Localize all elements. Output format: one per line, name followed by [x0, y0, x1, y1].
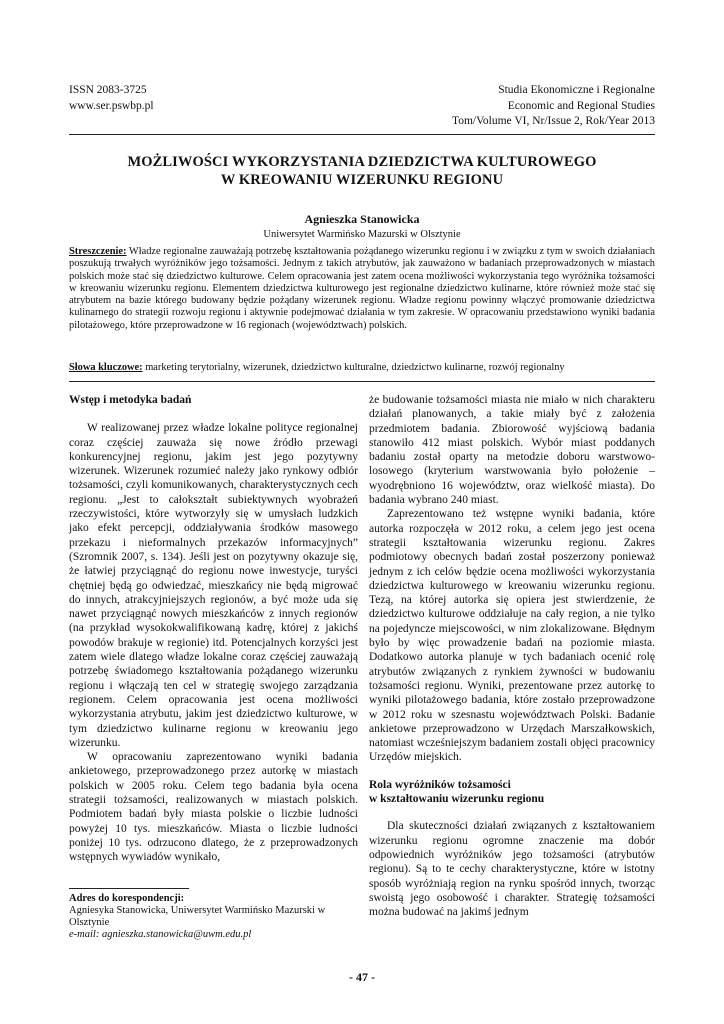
issn: ISSN 2083-3725 [69, 84, 147, 96]
heading-line-1: Rola wyróżników tożsamości [369, 778, 511, 791]
paragraph: W realizowanej przez władze lokalne polityce regionalnej coraz częściej zauważa się nowe źródło przewagi konkurencyjnej regionu, jakim jest jego pozytywny wizerunek. Wizerunek rozumieć należy jako rynkowy odbiór tożsamości, czyli komunikowanych, charakterystycznych cech regionu. „Jest to całokształt subiektywnych wyobrażeń rzeczywistości, które wytworzyły się w umysłach ludzkich jako efekt percepcji, oddziaływania środków masowego przekazu i nieformalnych przekazów informacyjnych” (Szromnik 2007, s. 134). Jeśli jest on pozytywny okazuje się, że łatwiej przyciągnąć do regionu nowe inwestycje, turyści chętniej będą go odwiedzać, mieszkańcy nie będą migrować do innych, atrakcyjniejszych regionów, a być może uda się nawet przyciągnąć nowych mieszkańców z innych regionów (na przykład wysokokwalifikowaną kadrę, której z jakichś powodów brakuje w regionie) itd. Potencjalnych korzyści jest zatem wiele dlatego władze lokalne coraz częściej zauważają potrzebę świadomego kształtowania pożądanego wizerunku regionu i włączają ten cel w strategię swojego zarządzania regionem. Celem opracowania jest ocena możliwości wykorzystania atrybutu, jakim jest dziedzictwo kulturowe, w tym dziedzictwo kulinarne regionu w kreowaniu jego wizerunku. [69, 422, 358, 749]
keywords-text: marketing terytorialny, wizerunek, dziedzictwo kulturalne, dziedzictwo kulinarne, rozwój regionalny [142, 362, 565, 373]
footnote-address: Agniesyka Stanowicka, Uniwersytet Warmińsko Mazurski w Olsztynie [69, 905, 326, 928]
footnote-email[interactable]: e-mail: agnieszka.stanowicka@uwm.edu.pl [69, 929, 252, 940]
title-line-2: W KREOWANIU WIZERUNKU REGIONU [220, 172, 504, 188]
abstract-text: Władze regionalne zauważają potrzebę kształtowania pożądanego wizerunku regionu i w związku z tym w swoich działaniach poszukują trwałych wyróżników jego tożsamości. Jednym z takich atrybutów, jak zauważono w badaniach przeprowadzonych w miastach polskich może stać się dziedzictwo kulturowe. Celem opracowania jest zatem ocena możliwości wykorzystania tego wyróżnika tożsamości w kreowaniu wizerunku regionu. Elementem dziedzictwa kulturowego jest regionalne dziedzictwo kulinarne, które również może stać się atrybutem na bazie którego budowany będzie pożądany wizerunek regionu. Władze regionu powinny włączyć promowanie dziedzictwa kulinarnego do strategii rozwoju regionu i aktywnie podejmować działania w tym zakresie. W opracowaniu przedstawiono wyniki badania pilotażowego, które przeprowadzone w 16 regionach (województwach) polskich. [69, 246, 655, 331]
footnote-label: Adres do korespondencji: [69, 893, 185, 904]
keywords-label: Słowa kluczowe: [69, 362, 143, 373]
paragraph: Dla skuteczności działań związanych z kształtowaniem wizerunku regionu ogromne znaczenie ma dobór odpowiednich wyróżników jego tożsamości (atrybutów regionu). Są to te cechy charakterystyczne, które w istotny sposób wyróżniają region na rynku spośród innych, tworząc swoistą jego osobowość i charakter. Strategię tożsamości można budować na jakimś jednym [369, 820, 655, 919]
volume-info: Tom/Volume VI, Nr/Issue 2, Rok/Year 2013 [451, 115, 655, 127]
author-name: Agnieszka Stanowicka [304, 212, 420, 226]
left-column [69, 393, 358, 865]
section-heading-intro: Wstęp i metodyka badań [69, 394, 192, 406]
title-line-1: MOŻLIWOŚCI WYKORZYSTANIA DZIEDZICTWA KULTUROWEGO [127, 154, 597, 170]
paragraph: Zaprezentowano też wstępne wyniki badania, które autorka rozpoczęła w 2012 roku, a celem jego jest ocena strategii kształtowania wizerunku regionu. Zakres podmiotowy obecnych badań został poszerzony ponieważ jednym z ich celów będzie ocena możliwości wykorzystania dziedzictwa kulturowego w kreowaniu wizerunku regionu. Tezą, na której autorka się opiera jest stwierdzenie, że dziedzictwo kulturowe oddziałuje na cały region, a nie tylko na pojedyncze miejscowości, w nim zlokalizowane. Błędnym było by więc prowadzenie badań na poziomie miasta. Dodatkowo autorka planuje w tych badaniach ocenić rolę atrybutów związanych z rynkiem żywności w budowaniu tożsamości regionu. Wyniki, prezentowane przez autorkę to wyniki pilotażowego badania, które zostało przeprowadzone w 2012 roku w szesnastu województwach Polski. Badanie ankietowe przeprowadzono w Urzędach Marszałkowskich, natomiast wcześniejszym badaniem zostali objęci pracownicy Urzędów miejskich. [369, 508, 655, 764]
author-affiliation: Uniwersytet Warmińsko Mazurski w Olsztynie [263, 229, 461, 240]
journal-name-en: Economic and Regional Studies [507, 99, 655, 112]
page-number: - 47 - [349, 970, 375, 984]
keywords [69, 362, 655, 374]
abstract-label: Streszczenie: [69, 246, 127, 257]
paragraph: W opracowaniu zaprezentowano wyniki badania ankietowego, przeprowadzonego przez autorkę w miastach polskich w 2005 roku. Celem tego badania była ocena strategii tożsamości, realizowanych w miastach polskich. Podmiotem badań były miasta polskie o liczbie ludności powyżej 10 tys. mieszkańców. Miasta o liczbie ludności poniżej 10 tys. odrzucono dlatego, że z przeprowadzonych wstępnych wywiadów wynikało, [69, 751, 358, 864]
paragraph: że budowanie tożsamości miasta nie miało w nich charakteru działań planowanych, a takie miały być z założenia przedmiotem badania. Zbiorowość wyjściową badania stanowiło 412 miast polskich. Wybór miast poddanych badaniu został oparty na metodzie doboru warstwowo-losowego (kryterium warstwowania było położenie – wyodrębniono 16 województw, oraz wielkość miasta). Do badania wybrano 240 miast. [369, 394, 655, 507]
journal-name-pl: Studia Ekonomiczne i Regionalne [498, 84, 655, 96]
header-right [452, 83, 655, 130]
correspondence-footnote [69, 893, 358, 941]
right-column [369, 393, 655, 919]
abstract [69, 246, 655, 332]
paper-title [69, 153, 655, 189]
website-link[interactable]: www.ser.pswbp.pl [69, 99, 154, 112]
header-divider [69, 134, 655, 135]
section-heading-identity [369, 778, 655, 807]
header-left [69, 83, 154, 114]
heading-line-2: w kształtowaniu wizerunku regionu [369, 793, 545, 806]
footnote-divider [69, 888, 189, 889]
body-divider [69, 381, 655, 382]
